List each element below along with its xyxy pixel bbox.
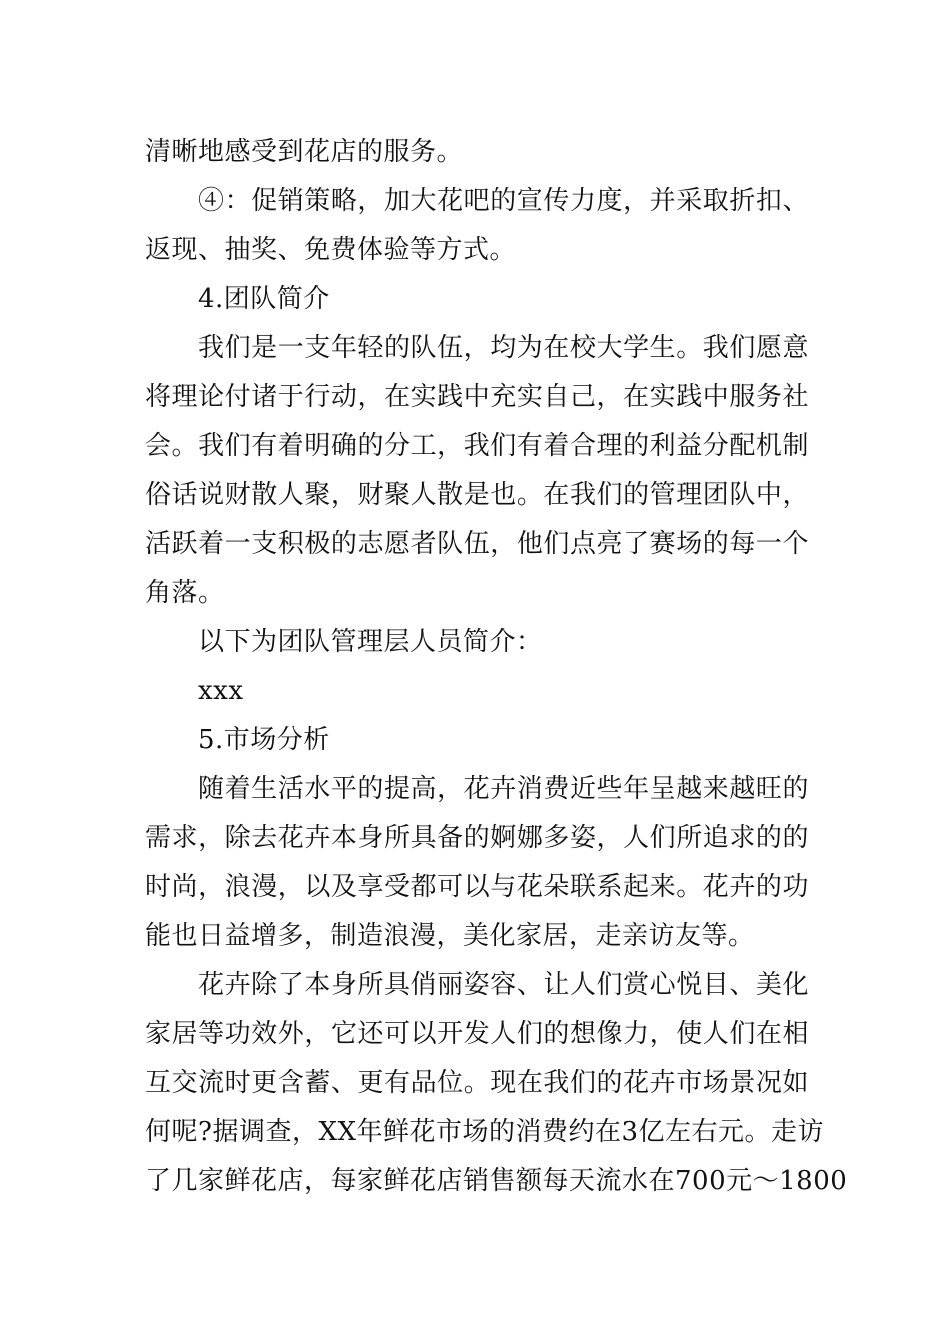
section-heading-team: 4.团队简介	[198, 284, 330, 314]
text-line-18: 花卉除了本身所具俏丽姿容、让人们赏心悦目、美化	[198, 970, 809, 1000]
text-line-3: 返现、抽奖、免费体验等方式。	[145, 235, 517, 265]
text-line-1: 清晰地感受到花店的服务。	[145, 137, 464, 167]
text-line-9: 活跃着一支积极的志愿者队伍，他们点亮了赛场的每一个	[145, 529, 809, 559]
section-heading-market: 5.市场分析	[198, 725, 330, 755]
text-line-21: 何呢?据调查，XX年鲜花市场的消费约在3亿左右元。走访	[145, 1117, 825, 1147]
text-line-12: xxx	[198, 676, 244, 706]
text-line-6: 将理论付诸于行动，在实践中充实自己，在实践中服务社	[145, 382, 809, 412]
text-line-10: 角落。	[145, 578, 225, 608]
document-body	[145, 128, 848, 1206]
text-line-5: 我们是一支年轻的队伍，均为在校大学生。我们愿意	[198, 333, 809, 363]
text-line-20: 互交流时更含蓄、更有品位。现在我们的花卉市场景况如	[145, 1068, 809, 1098]
text-line-19: 家居等功效外，它还可以开发人们的想像力，使人们在相	[145, 1019, 809, 1049]
text-line-22: 了几家鲜花店，每家鲜花店销售额每天流水在700元～1800	[145, 1166, 848, 1196]
text-line-7: 会。我们有着明确的分工，我们有着合理的利益分配机制	[145, 431, 809, 461]
text-line-17: 能也日益增多，制造浪漫，美化家居，走亲访友等。	[145, 921, 755, 951]
text-line-16: 时尚，浪漫，以及享受都可以与花朵联系起来。花卉的功	[145, 872, 809, 902]
text-line-8: 俗话说财散人聚，财聚人散是也。在我们的管理团队中，	[145, 480, 809, 510]
text-line-11: 以下为团队管理层人员简介：	[198, 627, 543, 657]
text-line-2: ④：促销策略，加大花吧的宣传力度，并采取折扣、	[198, 186, 809, 216]
text-line-15: 需求，除去花卉本身所具备的婀娜多姿，人们所追求的的	[145, 823, 809, 853]
text-line-14: 随着生活水平的提高，花卉消费近些年呈越来越旺的	[198, 774, 809, 804]
